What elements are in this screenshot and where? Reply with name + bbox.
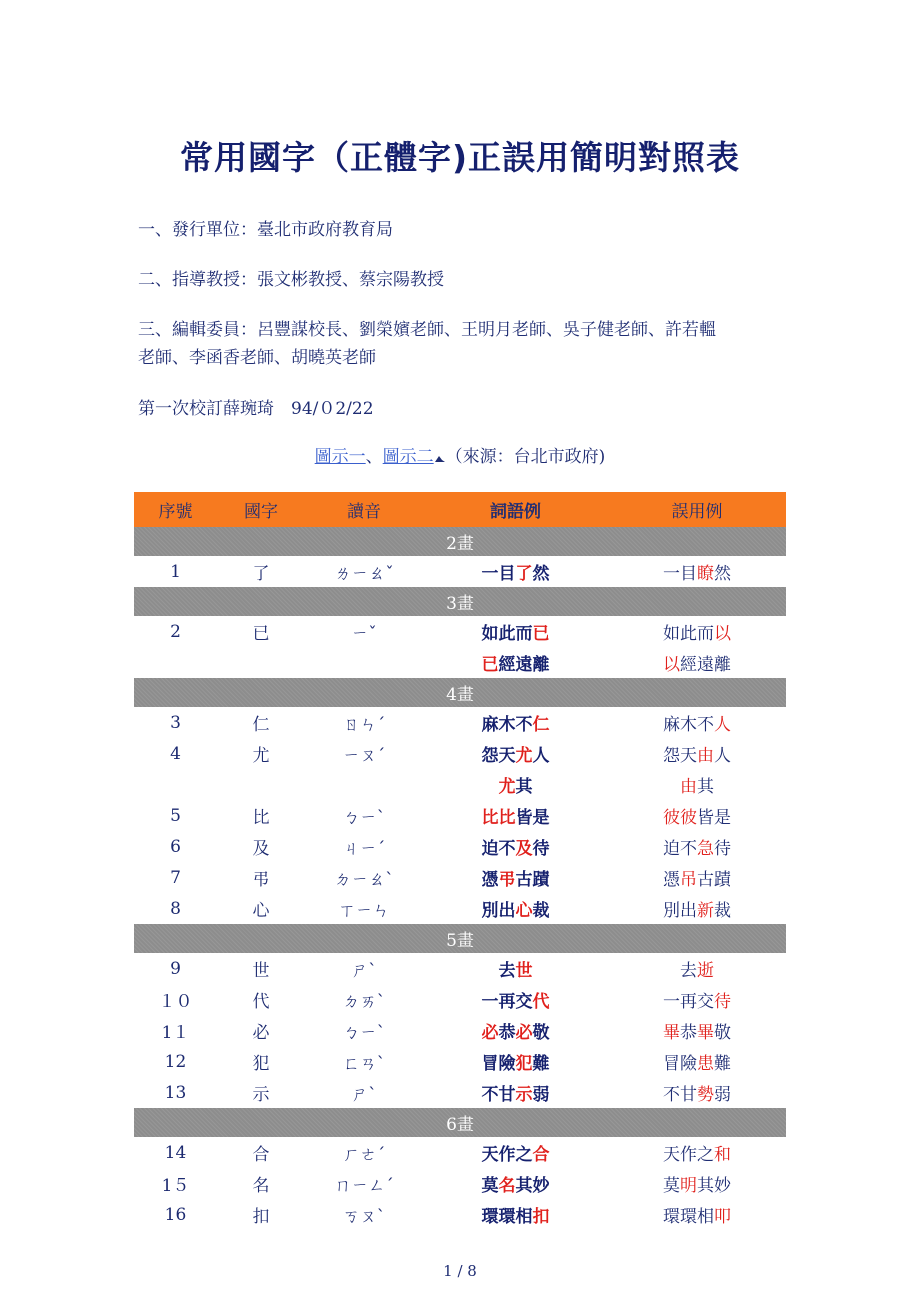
figure-links — [0, 442, 920, 467]
char-cell: 犯 — [252, 1054, 270, 1074]
wrong-char: 急 — [697, 839, 714, 859]
sound-cell: ㄖㄣˊ — [342, 715, 386, 735]
wrong-text: 麻木不 — [663, 715, 714, 735]
example-text: 難 — [532, 1054, 550, 1074]
wrong-usage-cell — [608, 556, 786, 587]
table-row — [134, 1137, 786, 1168]
example-text: 不甘 — [481, 1085, 516, 1105]
char-cell: 心 — [252, 901, 270, 921]
wrong-text: 敬 — [714, 1023, 731, 1043]
wrong-usage-cell — [608, 953, 786, 984]
sound-cell: ㄌㄧㄠˇ — [334, 564, 394, 584]
wrong-usage-cell — [608, 893, 786, 924]
example-cell — [423, 1199, 608, 1230]
wrong-text: 憑 — [663, 870, 680, 890]
sound-cell: ㄎㄡˋ — [342, 1207, 386, 1227]
wrong-char: 人 — [714, 715, 731, 735]
highlight-char: 仁 — [532, 715, 550, 735]
page-number: 1 / 8 — [443, 1262, 477, 1280]
editors-line-2: 老師、李函香老師、胡曉英老師 — [138, 348, 376, 368]
example-text: 古蹟 — [515, 870, 550, 890]
figure-one-link[interactable]: 圖示一 — [314, 447, 366, 467]
header-seq: 序號 — [134, 492, 217, 527]
wrong-char: 待 — [714, 992, 731, 1012]
table-row — [134, 831, 786, 862]
wrong-char: 勢 — [697, 1085, 714, 1105]
correction-table — [134, 492, 786, 1230]
stroke-group-row — [134, 1108, 786, 1137]
char-cell — [217, 769, 305, 800]
wrong-char: 由 — [697, 746, 714, 766]
wrong-char: 新 — [697, 901, 714, 921]
sound-cell — [305, 647, 423, 678]
example-cell — [423, 953, 608, 984]
header-wrong: 誤用例 — [608, 492, 786, 527]
stroke-group-label: 4畫 — [134, 678, 786, 707]
wrong-text: 人 — [714, 746, 731, 766]
seq-cell: 7 — [170, 867, 181, 888]
example-text: 莫 — [481, 1176, 499, 1196]
example-cell — [423, 800, 608, 831]
char-cell: 扣 — [252, 1207, 270, 1227]
example-text: 去 — [498, 961, 516, 981]
table-row — [134, 800, 786, 831]
publisher-line: 一、發行單位：臺北市政府教育局 — [138, 220, 393, 240]
highlight-char: 代 — [532, 992, 550, 1012]
example-cell — [423, 707, 608, 738]
example-text: 環環相 — [481, 1207, 533, 1227]
wrong-usage-cell — [608, 984, 786, 1015]
sound-cell: ㄒㄧㄣ — [338, 901, 390, 921]
sound-cell: ㄅㄧˋ — [342, 1023, 386, 1043]
wrong-char: 叩 — [714, 1207, 731, 1227]
table-row — [134, 556, 786, 587]
example-text: 敬 — [532, 1023, 550, 1043]
char-cell: 及 — [252, 839, 270, 859]
wrong-usage-cell — [608, 1199, 786, 1230]
seq-cell: 5 — [170, 805, 181, 826]
highlight-char: 及 — [515, 839, 533, 859]
char-cell — [217, 647, 305, 678]
char-cell: 代 — [252, 992, 270, 1012]
picture-icon — [434, 452, 446, 464]
stroke-group-label: 5畫 — [134, 924, 786, 953]
char-cell: 比 — [252, 808, 270, 828]
wrong-text: 去 — [680, 961, 697, 981]
advisor-line: 二、指導教授：張文彬教授、蔡宗陽教授 — [138, 270, 444, 290]
example-cell — [423, 831, 608, 862]
table-row — [134, 1046, 786, 1077]
wrong-text: 弱 — [714, 1085, 731, 1105]
table-row — [134, 738, 786, 769]
example-text: 人 — [532, 746, 550, 766]
sound-cell: ㄉㄞˋ — [342, 992, 386, 1012]
wrong-text: 其妙 — [697, 1176, 731, 1196]
example-cell — [423, 862, 608, 893]
highlight-char: 犯 — [515, 1054, 533, 1074]
highlight-char: 比比 — [481, 808, 516, 828]
wrong-char: 畢 — [697, 1023, 714, 1043]
table-row — [134, 893, 786, 924]
wrong-char: 彼彼 — [663, 808, 697, 828]
seq-cell: １０ — [158, 992, 193, 1012]
example-text: 恭 — [498, 1023, 516, 1043]
stroke-group-label: 3畫 — [134, 587, 786, 616]
char-cell: 合 — [252, 1145, 270, 1165]
wrong-text: 難 — [714, 1054, 731, 1074]
example-text: 待 — [532, 839, 550, 859]
document-title: 常用國字（正體字)正誤用簡明對照表 — [179, 138, 741, 177]
example-text: 怨天 — [481, 746, 516, 766]
table-row — [134, 616, 786, 647]
sound-cell: ㄈㄢˋ — [342, 1054, 386, 1074]
revision-line: 第一次校訂薛琬琦 94/０2/22 — [138, 399, 374, 419]
example-text: 憑 — [481, 870, 499, 890]
wrong-text: 天作之 — [663, 1145, 714, 1165]
char-cell: 已 — [252, 624, 270, 644]
example-cell — [423, 1137, 608, 1168]
seq-cell: 3 — [170, 712, 181, 733]
table-body — [134, 527, 786, 1230]
source-note: （來源：台北市政府) — [445, 447, 606, 467]
example-text: 如此而 — [481, 624, 533, 644]
table-row — [134, 769, 786, 800]
example-text: 然 — [532, 564, 550, 584]
wrong-text: 怨天 — [663, 746, 697, 766]
wrong-text: 然 — [714, 564, 731, 584]
wrong-text: 環環相 — [663, 1207, 714, 1227]
wrong-char: 吊 — [680, 870, 697, 890]
highlight-char: 尤 — [515, 746, 533, 766]
stroke-group-row — [134, 924, 786, 953]
example-text: 弱 — [532, 1085, 550, 1105]
table-row — [134, 862, 786, 893]
wrong-char: 畢 — [663, 1023, 680, 1043]
sound-cell: ㄏㄜˊ — [342, 1145, 386, 1165]
example-text: 一目 — [481, 564, 516, 584]
highlight-char: 名 — [498, 1176, 516, 1196]
char-cell: 仁 — [252, 715, 270, 735]
wrong-text: 其 — [697, 777, 714, 797]
highlight-char: 尤 — [498, 777, 516, 797]
wrong-usage-cell — [608, 831, 786, 862]
wrong-usage-cell — [608, 707, 786, 738]
table-row — [134, 953, 786, 984]
example-text: 別出 — [481, 901, 516, 921]
link-separator: 、 — [365, 447, 383, 467]
editors-line — [138, 316, 716, 372]
example-cell — [423, 984, 608, 1015]
stroke-group-label: 2畫 — [134, 527, 786, 556]
example-text: 皆是 — [515, 808, 550, 828]
highlight-char: 合 — [532, 1145, 550, 1165]
seq-cell: 1１ — [161, 1023, 190, 1043]
seq-cell: 4 — [170, 743, 181, 764]
wrong-usage-cell — [608, 738, 786, 769]
wrong-char: 以 — [714, 624, 731, 644]
wrong-usage-cell — [608, 1046, 786, 1077]
wrong-text: 不甘 — [663, 1085, 697, 1105]
seq-cell: 8 — [170, 898, 181, 919]
wrong-char: 和 — [714, 1145, 731, 1165]
seq-cell: 14 — [164, 1142, 187, 1163]
highlight-char: 扣 — [532, 1207, 550, 1227]
wrong-text: 如此而 — [663, 624, 714, 644]
example-text: 一再交 — [481, 992, 533, 1012]
table-row — [134, 1168, 786, 1199]
sound-cell: ㄐㄧˊ — [342, 839, 386, 859]
wrong-usage-cell — [608, 1077, 786, 1108]
wrong-text: 恭 — [680, 1023, 697, 1043]
table-row — [134, 1199, 786, 1230]
wrong-usage-cell — [608, 647, 786, 678]
table-row — [134, 1077, 786, 1108]
highlight-char: 世 — [515, 961, 533, 981]
example-cell — [423, 769, 608, 800]
example-text: 冒險 — [481, 1054, 516, 1074]
wrong-text: 莫 — [663, 1176, 680, 1196]
seq-cell: 12 — [164, 1051, 187, 1072]
example-text: 經遠離 — [498, 655, 550, 675]
char-cell: 示 — [252, 1085, 270, 1105]
stroke-group-row — [134, 587, 786, 616]
char-cell: 必 — [252, 1023, 270, 1043]
example-text: 迫不 — [481, 839, 516, 859]
example-cell — [423, 1046, 608, 1077]
wrong-usage-cell — [608, 1137, 786, 1168]
example-text: 麻木不 — [481, 715, 533, 735]
table-row — [134, 647, 786, 678]
seq-cell: 13 — [164, 1082, 187, 1103]
example-text: 其 — [515, 777, 533, 797]
sound-cell: ㄧˇ — [351, 624, 377, 644]
example-cell — [423, 1015, 608, 1046]
wrong-text: 經遠離 — [680, 655, 731, 675]
wrong-text: 一目 — [663, 564, 697, 584]
seq-cell: 16 — [164, 1204, 187, 1225]
char-cell: 弔 — [252, 870, 270, 890]
stroke-group-row — [134, 678, 786, 707]
example-text: 其妙 — [515, 1176, 550, 1196]
wrong-char: 以 — [663, 655, 680, 675]
highlight-char: 了 — [515, 564, 533, 584]
sound-cell — [305, 769, 423, 800]
example-cell — [423, 556, 608, 587]
highlight-char: 必 — [515, 1023, 533, 1043]
header-example: 詞語例 — [423, 492, 608, 527]
highlight-char: 弔 — [498, 870, 516, 890]
editors-line-1: 三、編輯委員：呂豐謀校長、劉榮嬪老師、王明月老師、吳子健老師、許若轀 — [138, 320, 716, 340]
sound-cell: ㄇㄧㄥˊ — [334, 1176, 394, 1196]
highlight-char: 示 — [515, 1085, 533, 1105]
wrong-text: 冒險 — [663, 1054, 697, 1074]
table-row — [134, 1015, 786, 1046]
table-row — [134, 707, 786, 738]
header-sound: 讀音 — [305, 492, 423, 527]
char-cell: 世 — [252, 961, 270, 981]
seq-cell — [134, 647, 217, 678]
wrong-text: 一再交 — [663, 992, 714, 1012]
example-text: 天作之 — [481, 1145, 533, 1165]
seq-cell: 1５ — [161, 1176, 190, 1196]
wrong-usage-cell — [608, 862, 786, 893]
header-char: 國字 — [217, 492, 305, 527]
char-cell: 名 — [252, 1176, 270, 1196]
sound-cell: ㄕˋ — [351, 961, 377, 981]
wrong-text: 別出 — [663, 901, 697, 921]
sound-cell: ㄉㄧㄠˋ — [334, 870, 394, 890]
highlight-char: 必 — [481, 1023, 499, 1043]
example-cell — [423, 647, 608, 678]
table-row — [134, 984, 786, 1015]
sound-cell: ㄕˋ — [351, 1085, 377, 1105]
example-text: 裁 — [532, 901, 550, 921]
wrong-usage-cell — [608, 800, 786, 831]
char-cell: 了 — [252, 564, 270, 584]
table-header-row — [134, 492, 786, 527]
highlight-char: 已 — [532, 624, 550, 644]
example-cell — [423, 1077, 608, 1108]
example-cell — [423, 1168, 608, 1199]
seq-cell: 1 — [170, 561, 181, 582]
wrong-char: 逝 — [697, 961, 714, 981]
wrong-text: 古蹟 — [697, 870, 731, 890]
wrong-usage-cell — [608, 616, 786, 647]
wrong-text: 裁 — [714, 901, 731, 921]
wrong-usage-cell — [608, 1015, 786, 1046]
wrong-char: 患 — [697, 1054, 714, 1074]
seq-cell — [134, 769, 217, 800]
example-cell — [423, 738, 608, 769]
wrong-usage-cell — [608, 1168, 786, 1199]
sound-cell: ㄅㄧˋ — [342, 808, 386, 828]
seq-cell: 6 — [170, 836, 181, 857]
char-cell: 尤 — [252, 746, 270, 766]
sound-cell: ㄧㄡˊ — [342, 746, 386, 766]
wrong-usage-cell — [608, 769, 786, 800]
stroke-group-label: 6畫 — [134, 1108, 786, 1137]
wrong-char: 明 — [680, 1176, 697, 1196]
wrong-text: 皆是 — [697, 808, 731, 828]
wrong-char: 由 — [680, 777, 697, 797]
highlight-char: 已 — [481, 655, 499, 675]
example-cell — [423, 893, 608, 924]
wrong-char: 瞭 — [697, 564, 714, 584]
figure-two-link[interactable]: 圖示二 — [382, 447, 434, 467]
stroke-group-row — [134, 527, 786, 556]
seq-cell: 2 — [170, 621, 181, 642]
wrong-text: 待 — [714, 839, 731, 859]
wrong-text: 迫不 — [663, 839, 697, 859]
highlight-char: 心 — [515, 901, 533, 921]
seq-cell: 9 — [170, 958, 181, 979]
example-cell — [423, 616, 608, 647]
